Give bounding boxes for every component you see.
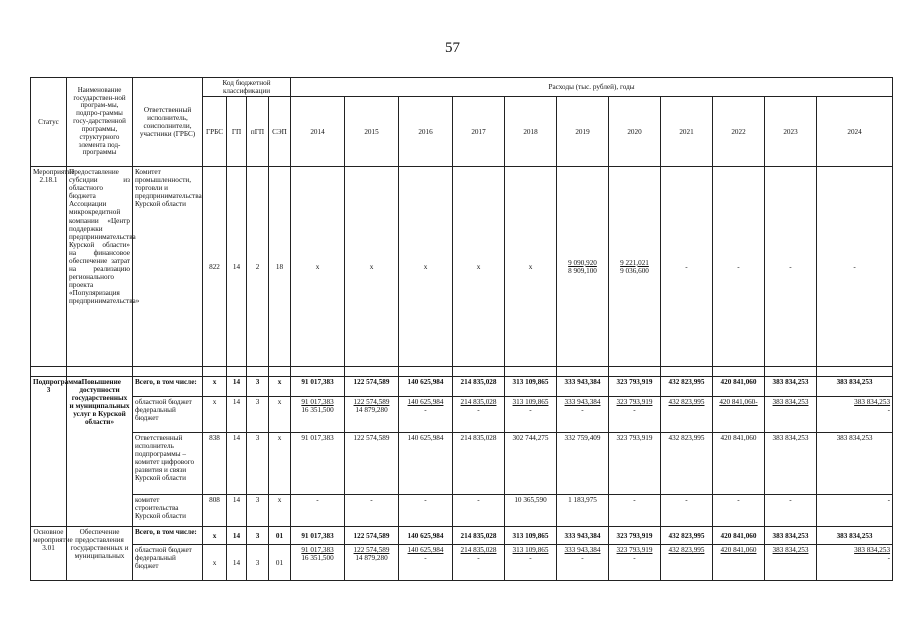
cell-year — [505, 545, 557, 581]
header-expenses-group: Расходы (тыс. рублей), годы — [291, 78, 893, 97]
header-code: СЭП — [269, 97, 291, 167]
table-row-subprogram-3-executor — [31, 433, 893, 495]
cell-year — [765, 397, 817, 433]
cell-year: х — [453, 167, 505, 367]
header-code: ГРБС — [203, 97, 227, 167]
cell-code: 14 — [227, 433, 247, 495]
cell-year: 313 109,865 — [505, 527, 557, 545]
cell-code: х — [269, 397, 291, 433]
cell-code: х — [203, 527, 227, 545]
cell-year: 383 834,253 — [817, 527, 893, 545]
value-regional: 140 625,984 — [407, 546, 444, 555]
cell-year-2019 — [557, 167, 609, 367]
cell-code: х — [269, 433, 291, 495]
row-status: Основное мероприятие 3.01 — [31, 527, 67, 581]
label-federal-budget: федеральный бюджет — [135, 406, 176, 423]
value-regional: 383 834,253 — [772, 546, 809, 555]
cell-year: 140 625,984 — [399, 527, 453, 545]
value-regional: 333 943,384 — [564, 398, 601, 407]
value-federal: - — [581, 554, 584, 563]
row-label-executor: Ответственный исполнитель подпрограммы – комитет цифрового развития и связи Курской области — [133, 433, 203, 495]
cell-year: - — [609, 495, 661, 527]
cell-year: 214 835,028 — [453, 433, 505, 495]
value-regional: 91 017,383 — [301, 546, 334, 555]
row-name: Предоставление субсидии из областного бюджета Ассоциации микрокредитной компании «Центр поддержки предпринимательства Курской области» на финансовое обеспечение затрат на реализацию регионального проекта «Популяризация предпринимательства» — [67, 167, 133, 367]
cell-year: - — [713, 495, 765, 527]
cell-year: 1 183,975 — [557, 495, 609, 527]
label-regional-budget: областной бюджет — [135, 398, 192, 407]
page-number: 57 — [445, 40, 460, 56]
cell-year: х — [505, 167, 557, 367]
value-regional: 214 835,028 — [460, 398, 497, 407]
cell-code: 2 — [247, 167, 269, 367]
cell-code: 14 — [227, 167, 247, 367]
cell-year: 420 841,060 — [713, 527, 765, 545]
value-regional: 140 625,984 — [407, 398, 444, 407]
cell-code: 838 — [203, 433, 227, 495]
cell-year: - — [713, 167, 765, 367]
header-year: 2022 — [713, 97, 765, 167]
header-year: 2020 — [609, 97, 661, 167]
budget-table — [30, 77, 893, 581]
row-label-budget — [133, 545, 203, 581]
value-federal: 16 351,500 — [301, 554, 334, 563]
cell-year: - — [817, 495, 893, 527]
cell-year — [661, 397, 713, 433]
cell-year: 383 834,253 — [765, 377, 817, 397]
value-2020-b: 9 036,600 — [620, 266, 649, 275]
header-code-group: Код бюджетной классификации — [203, 78, 291, 97]
value-regional: 122 574,589 — [353, 546, 390, 555]
cell-code: 3 — [247, 397, 269, 433]
table-row-subprogram-3-total — [31, 377, 893, 397]
cell-year: 383 834,253 — [817, 433, 893, 495]
header-year: 2015 — [345, 97, 399, 167]
cell-year: 333 943,384 — [557, 377, 609, 397]
cell-code: 14 — [227, 377, 247, 397]
cell-code: х — [203, 397, 227, 433]
value-regional: 432 823,995 — [668, 546, 705, 555]
cell-year: 122 574,589 — [345, 433, 399, 495]
row-status: Мероприятие 2.18.1 — [31, 167, 67, 367]
value-regional: 420 841,060 — [720, 546, 757, 555]
cell-year: 323 793,919 — [609, 377, 661, 397]
cell-year: х — [291, 167, 345, 367]
cell-year: 91 017,383 — [291, 527, 345, 545]
cell-year: - — [817, 167, 893, 367]
cell-year: 214 835,028 — [453, 527, 505, 545]
cell-year: х — [345, 167, 399, 367]
cell-year — [453, 545, 505, 581]
cell-year — [345, 545, 399, 581]
value-regional: 323 793,919 — [616, 398, 653, 407]
value-regional: 122 574,589 — [353, 398, 390, 407]
value-regional: 383 834,253 — [772, 398, 809, 407]
cell-year: 122 574,589 — [345, 377, 399, 397]
cell-year: - — [399, 495, 453, 527]
cell-year: 91 017,383 — [291, 377, 345, 397]
cell-code: 01 — [269, 545, 291, 581]
cell-code: 14 — [227, 545, 247, 581]
header-year: 2021 — [661, 97, 713, 167]
value-federal: - — [633, 406, 636, 415]
cell-year — [291, 545, 345, 581]
value-regional: 91 017,383 — [301, 398, 334, 407]
cell-code: х — [203, 545, 227, 581]
header-year: 2023 — [765, 97, 817, 167]
cell-year: - — [291, 495, 345, 527]
value-regional: 313 109,865 — [512, 398, 549, 407]
value-regional: 333 943,384 — [564, 546, 601, 555]
value-regional: 432 823,995 — [668, 398, 705, 407]
row-label-total: Всего, в том числе: — [133, 377, 203, 397]
cell-code: 3 — [247, 377, 269, 397]
row-label-budget — [133, 397, 203, 433]
cell-year: 91 017,383 — [291, 433, 345, 495]
value-federal: - — [477, 406, 480, 415]
table-row-main-3-01-regional — [31, 545, 893, 581]
cell-year: 214 835,028 — [453, 377, 505, 397]
row-name: «Повышение доступности государственных и муниципальных услуг в Курской области» — [67, 377, 133, 527]
value-federal: - — [424, 406, 427, 415]
cell-code: 3 — [247, 527, 269, 545]
header-year: 2017 — [453, 97, 505, 167]
cell-year: 140 625,984 — [399, 377, 453, 397]
header-year: 2016 — [399, 97, 453, 167]
header-year: 2019 — [557, 97, 609, 167]
cell-code: х — [269, 495, 291, 527]
row-responsible: Комитет промышленности, торговли и предпринимательства Курской области — [133, 167, 203, 367]
table-row-subprogram-3-construction — [31, 495, 893, 527]
table-row-subprogram-3-regional — [31, 397, 893, 433]
cell-year: 332 759,409 — [557, 433, 609, 495]
cell-year: 140 625,984 — [399, 433, 453, 495]
cell-code: 808 — [203, 495, 227, 527]
cell-year — [817, 545, 893, 581]
cell-code: х — [269, 377, 291, 397]
cell-year: 122 574,589 — [345, 527, 399, 545]
cell-year — [661, 545, 713, 581]
cell-year — [817, 397, 893, 433]
cell-code: х — [203, 377, 227, 397]
cell-year: х — [399, 167, 453, 367]
cell-year — [505, 397, 557, 433]
value-federal: - — [477, 554, 480, 563]
table-row-measure-2-18-1 — [31, 167, 893, 367]
cell-year: - — [765, 167, 817, 367]
cell-year — [609, 397, 661, 433]
cell-year: 383 834,253 — [817, 377, 893, 397]
value-2020-a: 9 221,021 — [620, 258, 649, 267]
header-code: пГП — [247, 97, 269, 167]
row-label-total: Всего, в том числе: — [133, 527, 203, 545]
cell-year: - — [453, 495, 505, 527]
cell-year: 323 793,919 — [609, 527, 661, 545]
cell-year: - — [661, 167, 713, 367]
cell-year: 383 834,253 — [765, 527, 817, 545]
cell-code: 18 — [269, 167, 291, 367]
cell-code: 3 — [247, 433, 269, 495]
value-federal: - — [633, 554, 636, 563]
cell-year — [609, 545, 661, 581]
value-regional: 323 793,919 — [616, 546, 653, 555]
value-regional: 313 109,865 — [512, 546, 549, 555]
cell-year — [557, 397, 609, 433]
value-regional: 420 841,060- — [719, 398, 758, 407]
value-federal: - — [529, 406, 532, 415]
cell-year: 420 841,060 — [713, 377, 765, 397]
value-federal: - — [581, 406, 584, 415]
cell-code: 3 — [247, 545, 269, 581]
cell-code: 3 — [247, 495, 269, 527]
cell-year: - — [345, 495, 399, 527]
cell-year — [713, 397, 765, 433]
cell-year — [399, 545, 453, 581]
cell-year: 432 823,995 — [661, 377, 713, 397]
value-regional: 383 834,253 — [854, 546, 891, 555]
value-2019-b: 8 909,100 — [568, 266, 597, 275]
value-federal: 14 879,280 — [355, 554, 388, 563]
cell-year: 333 943,384 — [557, 527, 609, 545]
header-year: 2014 — [291, 97, 345, 167]
cell-year: 10 365,590 — [505, 495, 557, 527]
header-year: 2024 — [817, 97, 893, 167]
value-federal: 14 879,280 — [355, 406, 388, 415]
header-code: ГП — [227, 97, 247, 167]
row-name: Обеспечение предоставления государственных и муниципальных — [67, 527, 133, 581]
table-row-main-3-01-total — [31, 527, 893, 545]
cell-year: 313 109,865 — [505, 377, 557, 397]
value-regional: 214 835,028 — [460, 546, 497, 555]
cell-year-2020 — [609, 167, 661, 367]
value-federal: - — [887, 554, 891, 563]
value-federal: - — [887, 406, 891, 415]
header-responsible: Ответственный исполнитель, соисполнители, участники (ГРБС) — [133, 78, 203, 167]
cell-code: 14 — [227, 397, 247, 433]
cell-year: 323 793,919 — [609, 433, 661, 495]
cell-year — [291, 397, 345, 433]
cell-year — [399, 397, 453, 433]
spacer-row — [31, 367, 893, 377]
cell-code: 14 — [227, 527, 247, 545]
label-federal-budget: федеральный бюджет — [135, 554, 176, 571]
cell-code: 822 — [203, 167, 227, 367]
cell-year: 432 823,995 — [661, 433, 713, 495]
cell-year: 420 841,060 — [713, 433, 765, 495]
cell-year: 383 834,253 — [765, 433, 817, 495]
value-federal: - — [529, 554, 532, 563]
row-status: Подпрограмма 3 — [31, 377, 67, 527]
cell-year: 302 744,275 — [505, 433, 557, 495]
header-row-top — [31, 78, 893, 97]
header-year: 2018 — [505, 97, 557, 167]
header-name: Наименование государствен-ной програм-мы, подпро-граммы госу-дарственной программы, структурного элемента под-программы — [67, 78, 133, 167]
label-regional-budget: областной бюджет — [135, 546, 192, 555]
cell-year: - — [661, 495, 713, 527]
row-label-construction: комитет строительства Курской области — [133, 495, 203, 527]
header-status: Статус — [31, 78, 67, 167]
value-regional: 383 834,253 — [854, 398, 891, 407]
cell-year — [557, 545, 609, 581]
cell-year — [453, 397, 505, 433]
cell-year — [345, 397, 399, 433]
value-2019-a: 9 090,920 — [568, 258, 597, 267]
value-federal: 16 351,500 — [301, 406, 334, 415]
value-federal: - — [424, 554, 427, 563]
cell-year — [713, 545, 765, 581]
cell-year — [765, 545, 817, 581]
cell-code: 14 — [227, 495, 247, 527]
cell-year: 432 823,995 — [661, 527, 713, 545]
cell-year: - — [765, 495, 817, 527]
cell-code: 01 — [269, 527, 291, 545]
